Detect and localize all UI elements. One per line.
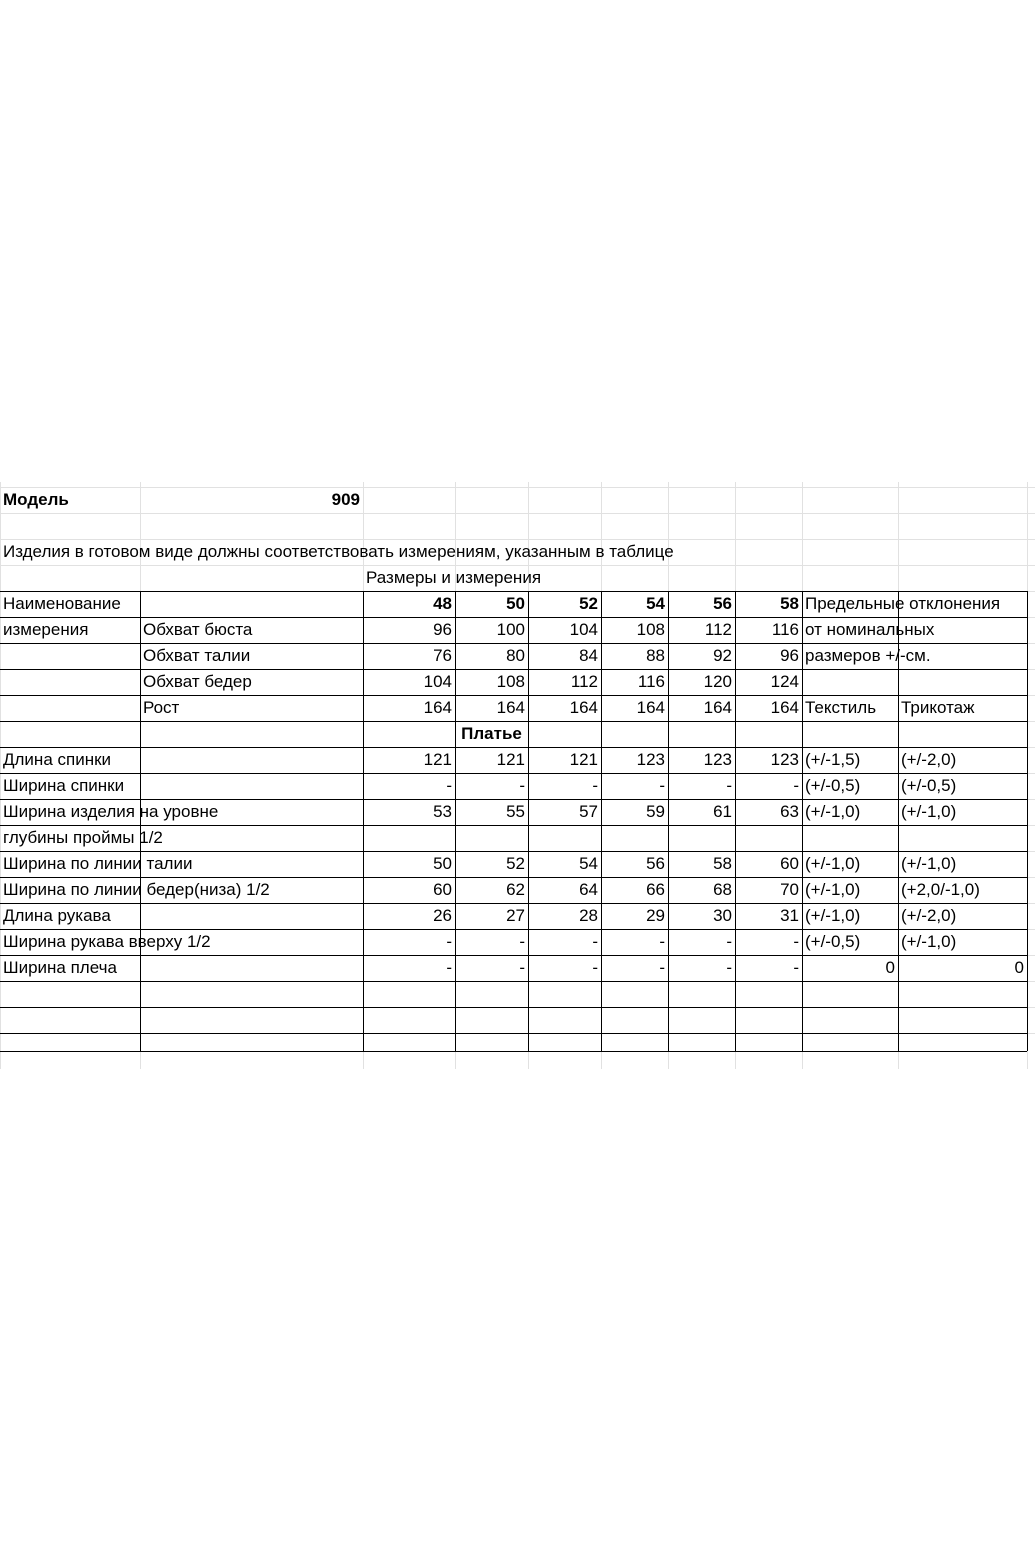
body-measure-value: 164 bbox=[423, 698, 452, 717]
measure-row-value: 121 bbox=[423, 750, 452, 769]
body-measure-value: 96 bbox=[433, 620, 452, 639]
body-measure-value: 116 bbox=[771, 620, 799, 639]
measure-row-label: глубины проймы 1/2 bbox=[3, 828, 163, 847]
model-label: Модель bbox=[3, 490, 69, 509]
body-measure-value: 108 bbox=[496, 672, 525, 691]
measure-row-value: 31 bbox=[780, 906, 799, 925]
measure-row-label: Длина рукава bbox=[3, 906, 111, 925]
measure-row-value: 50 bbox=[433, 854, 452, 873]
measure-row-value: - bbox=[592, 776, 598, 795]
measure-row-value: 60 bbox=[780, 854, 799, 873]
measure-row-value: 66 bbox=[646, 880, 665, 899]
knit-tolerance: (+/-0,5) bbox=[901, 776, 957, 795]
measure-row-value: - bbox=[446, 776, 452, 795]
body-measure-value: 112 bbox=[570, 672, 598, 691]
measure-row-label: Ширина изделия на уровне bbox=[3, 802, 219, 821]
measure-row-value: 59 bbox=[646, 802, 665, 821]
measure-row-value: - bbox=[446, 932, 452, 951]
body-measure-value: 108 bbox=[636, 620, 665, 639]
measure-row-label: Ширина по линии талии bbox=[3, 854, 193, 873]
measure-row-value: 123 bbox=[770, 750, 799, 769]
textile-tolerance: (+/-1,0) bbox=[805, 906, 861, 925]
textile-tolerance: (+/-1,0) bbox=[805, 854, 861, 873]
body-measure-value: 164 bbox=[496, 698, 525, 717]
measure-row-value: 70 bbox=[780, 880, 799, 899]
measure-row-value: 56 bbox=[646, 854, 665, 873]
body-measure-value: 84 bbox=[579, 646, 598, 665]
measure-row-value: 60 bbox=[433, 880, 452, 899]
body-measure-value: 120 bbox=[703, 672, 732, 691]
textile-tolerance: (+/-1,0) bbox=[805, 880, 861, 899]
measure-row-value: 121 bbox=[496, 750, 525, 769]
measure-row-value: - bbox=[592, 932, 598, 951]
size-58-header: 58 bbox=[780, 594, 799, 613]
measure-row-value: 64 bbox=[579, 880, 598, 899]
body-measure-value: 164 bbox=[636, 698, 665, 717]
knit-tolerance: (+/-2,0) bbox=[901, 750, 957, 769]
measure-row-value: - bbox=[726, 776, 732, 795]
body-measure-value: 124 bbox=[770, 672, 799, 691]
body-measure-value: 164 bbox=[703, 698, 732, 717]
measure-row-value: - bbox=[726, 958, 732, 977]
textile-tolerance: (+/-1,5) bbox=[805, 750, 861, 769]
measure-row-value: - bbox=[592, 958, 598, 977]
body-measure-value: 76 bbox=[433, 646, 452, 665]
measure-row-value: - bbox=[659, 958, 665, 977]
measure-row-label: Длина спинки bbox=[3, 750, 112, 769]
measure-row-value: - bbox=[659, 776, 665, 795]
body-measure-value: 104 bbox=[569, 620, 598, 639]
deviation-header-line1: Предельные отклонения bbox=[805, 594, 1001, 613]
measure-row-value: 30 bbox=[713, 906, 732, 925]
body-measure-value: 92 bbox=[713, 646, 732, 665]
knit-tolerance: (+/-2,0) bbox=[901, 906, 957, 925]
measure-row-value: 63 bbox=[780, 802, 799, 821]
model-number: 909 bbox=[331, 490, 360, 509]
measure-row-value: 53 bbox=[433, 802, 452, 821]
measure-row-value: - bbox=[793, 932, 799, 951]
size-50-header: 50 bbox=[506, 594, 525, 613]
measure-row-value: - bbox=[793, 776, 799, 795]
deviation-header-line3: размеров +/-см. bbox=[805, 646, 931, 665]
note-text: Изделия в готовом виде должны соответствовать измерениям, указанным в таблице bbox=[3, 542, 674, 561]
measure-row-value: 52 bbox=[506, 854, 525, 873]
body-measure-value: 116 bbox=[637, 672, 665, 691]
body-measure-label: Обхват бедер bbox=[143, 672, 252, 691]
measure-row-value: 57 bbox=[579, 802, 598, 821]
knit-tolerance: (+2,0/-1,0) bbox=[901, 880, 980, 899]
measure-row-value: 61 bbox=[713, 802, 732, 821]
body-measure-label: Обхват бюста bbox=[143, 620, 253, 639]
measure-row-value: 54 bbox=[579, 854, 598, 873]
knit-tolerance: 0 bbox=[1014, 958, 1024, 977]
section-title: Платье bbox=[461, 724, 522, 743]
body-measure-value: 100 bbox=[496, 620, 525, 639]
knit-tolerance: (+/-1,0) bbox=[901, 932, 957, 951]
size-48-header: 48 bbox=[433, 594, 452, 613]
size-52-header: 52 bbox=[579, 594, 598, 613]
body-measure-value: 164 bbox=[770, 698, 799, 717]
measure-row-value: - bbox=[519, 958, 525, 977]
measure-row-value: 55 bbox=[506, 802, 525, 821]
body-measure-label: Рост bbox=[143, 698, 180, 717]
textile-tolerance: 0 bbox=[885, 958, 895, 977]
textile-header: Текстиль bbox=[805, 698, 877, 717]
textile-tolerance: (+/-0,5) bbox=[805, 932, 861, 951]
body-measure-value: 112 bbox=[704, 620, 732, 639]
measure-row-value: - bbox=[659, 932, 665, 951]
measure-row-value: 62 bbox=[506, 880, 525, 899]
measure-row-value: 27 bbox=[506, 906, 525, 925]
measure-row-label: Ширина по линии бедер(низа) 1/2 bbox=[3, 880, 270, 899]
measure-row-value: - bbox=[446, 958, 452, 977]
measure-row-value: 121 bbox=[569, 750, 598, 769]
size-54-header: 54 bbox=[646, 594, 665, 613]
textile-tolerance: (+/-0,5) bbox=[805, 776, 861, 795]
measure-row-value: 26 bbox=[433, 906, 452, 925]
body-measure-label: Обхват талии bbox=[143, 646, 251, 665]
knit-header: Трикотаж bbox=[901, 698, 975, 717]
body-measure-value: 164 bbox=[569, 698, 598, 717]
knit-tolerance: (+/-1,0) bbox=[901, 854, 957, 873]
measure-row-value: 68 bbox=[713, 880, 732, 899]
textile-tolerance: (+/-1,0) bbox=[805, 802, 861, 821]
measure-row-value: 58 bbox=[713, 854, 732, 873]
body-measure-value: 88 bbox=[646, 646, 665, 665]
body-measure-value: 96 bbox=[780, 646, 799, 665]
measure-row-label: Ширина спинки bbox=[3, 776, 125, 795]
measure-row-value: 123 bbox=[636, 750, 665, 769]
size-56-header: 56 bbox=[713, 594, 732, 613]
measure-row-value: 28 bbox=[579, 906, 598, 925]
header-name-line2: измерения bbox=[3, 620, 89, 639]
measure-row-value: 123 bbox=[703, 750, 732, 769]
body-measure-value: 104 bbox=[423, 672, 452, 691]
measure-row-value: - bbox=[793, 958, 799, 977]
body-measure-value: 80 bbox=[506, 646, 525, 665]
header-name-line1: Наименование bbox=[3, 594, 121, 613]
measure-row-value: - bbox=[519, 932, 525, 951]
measure-row-value: 29 bbox=[646, 906, 665, 925]
measure-row-value: - bbox=[726, 932, 732, 951]
measure-row-value: - bbox=[519, 776, 525, 795]
deviation-header-line2: от номинальных bbox=[805, 620, 935, 639]
measure-row-label: Ширина плеча bbox=[3, 958, 117, 977]
measure-row-label: Ширина рукава вверху 1/2 bbox=[3, 932, 211, 951]
sizes-header: Размеры и измерения bbox=[366, 568, 542, 587]
knit-tolerance: (+/-1,0) bbox=[901, 802, 957, 821]
